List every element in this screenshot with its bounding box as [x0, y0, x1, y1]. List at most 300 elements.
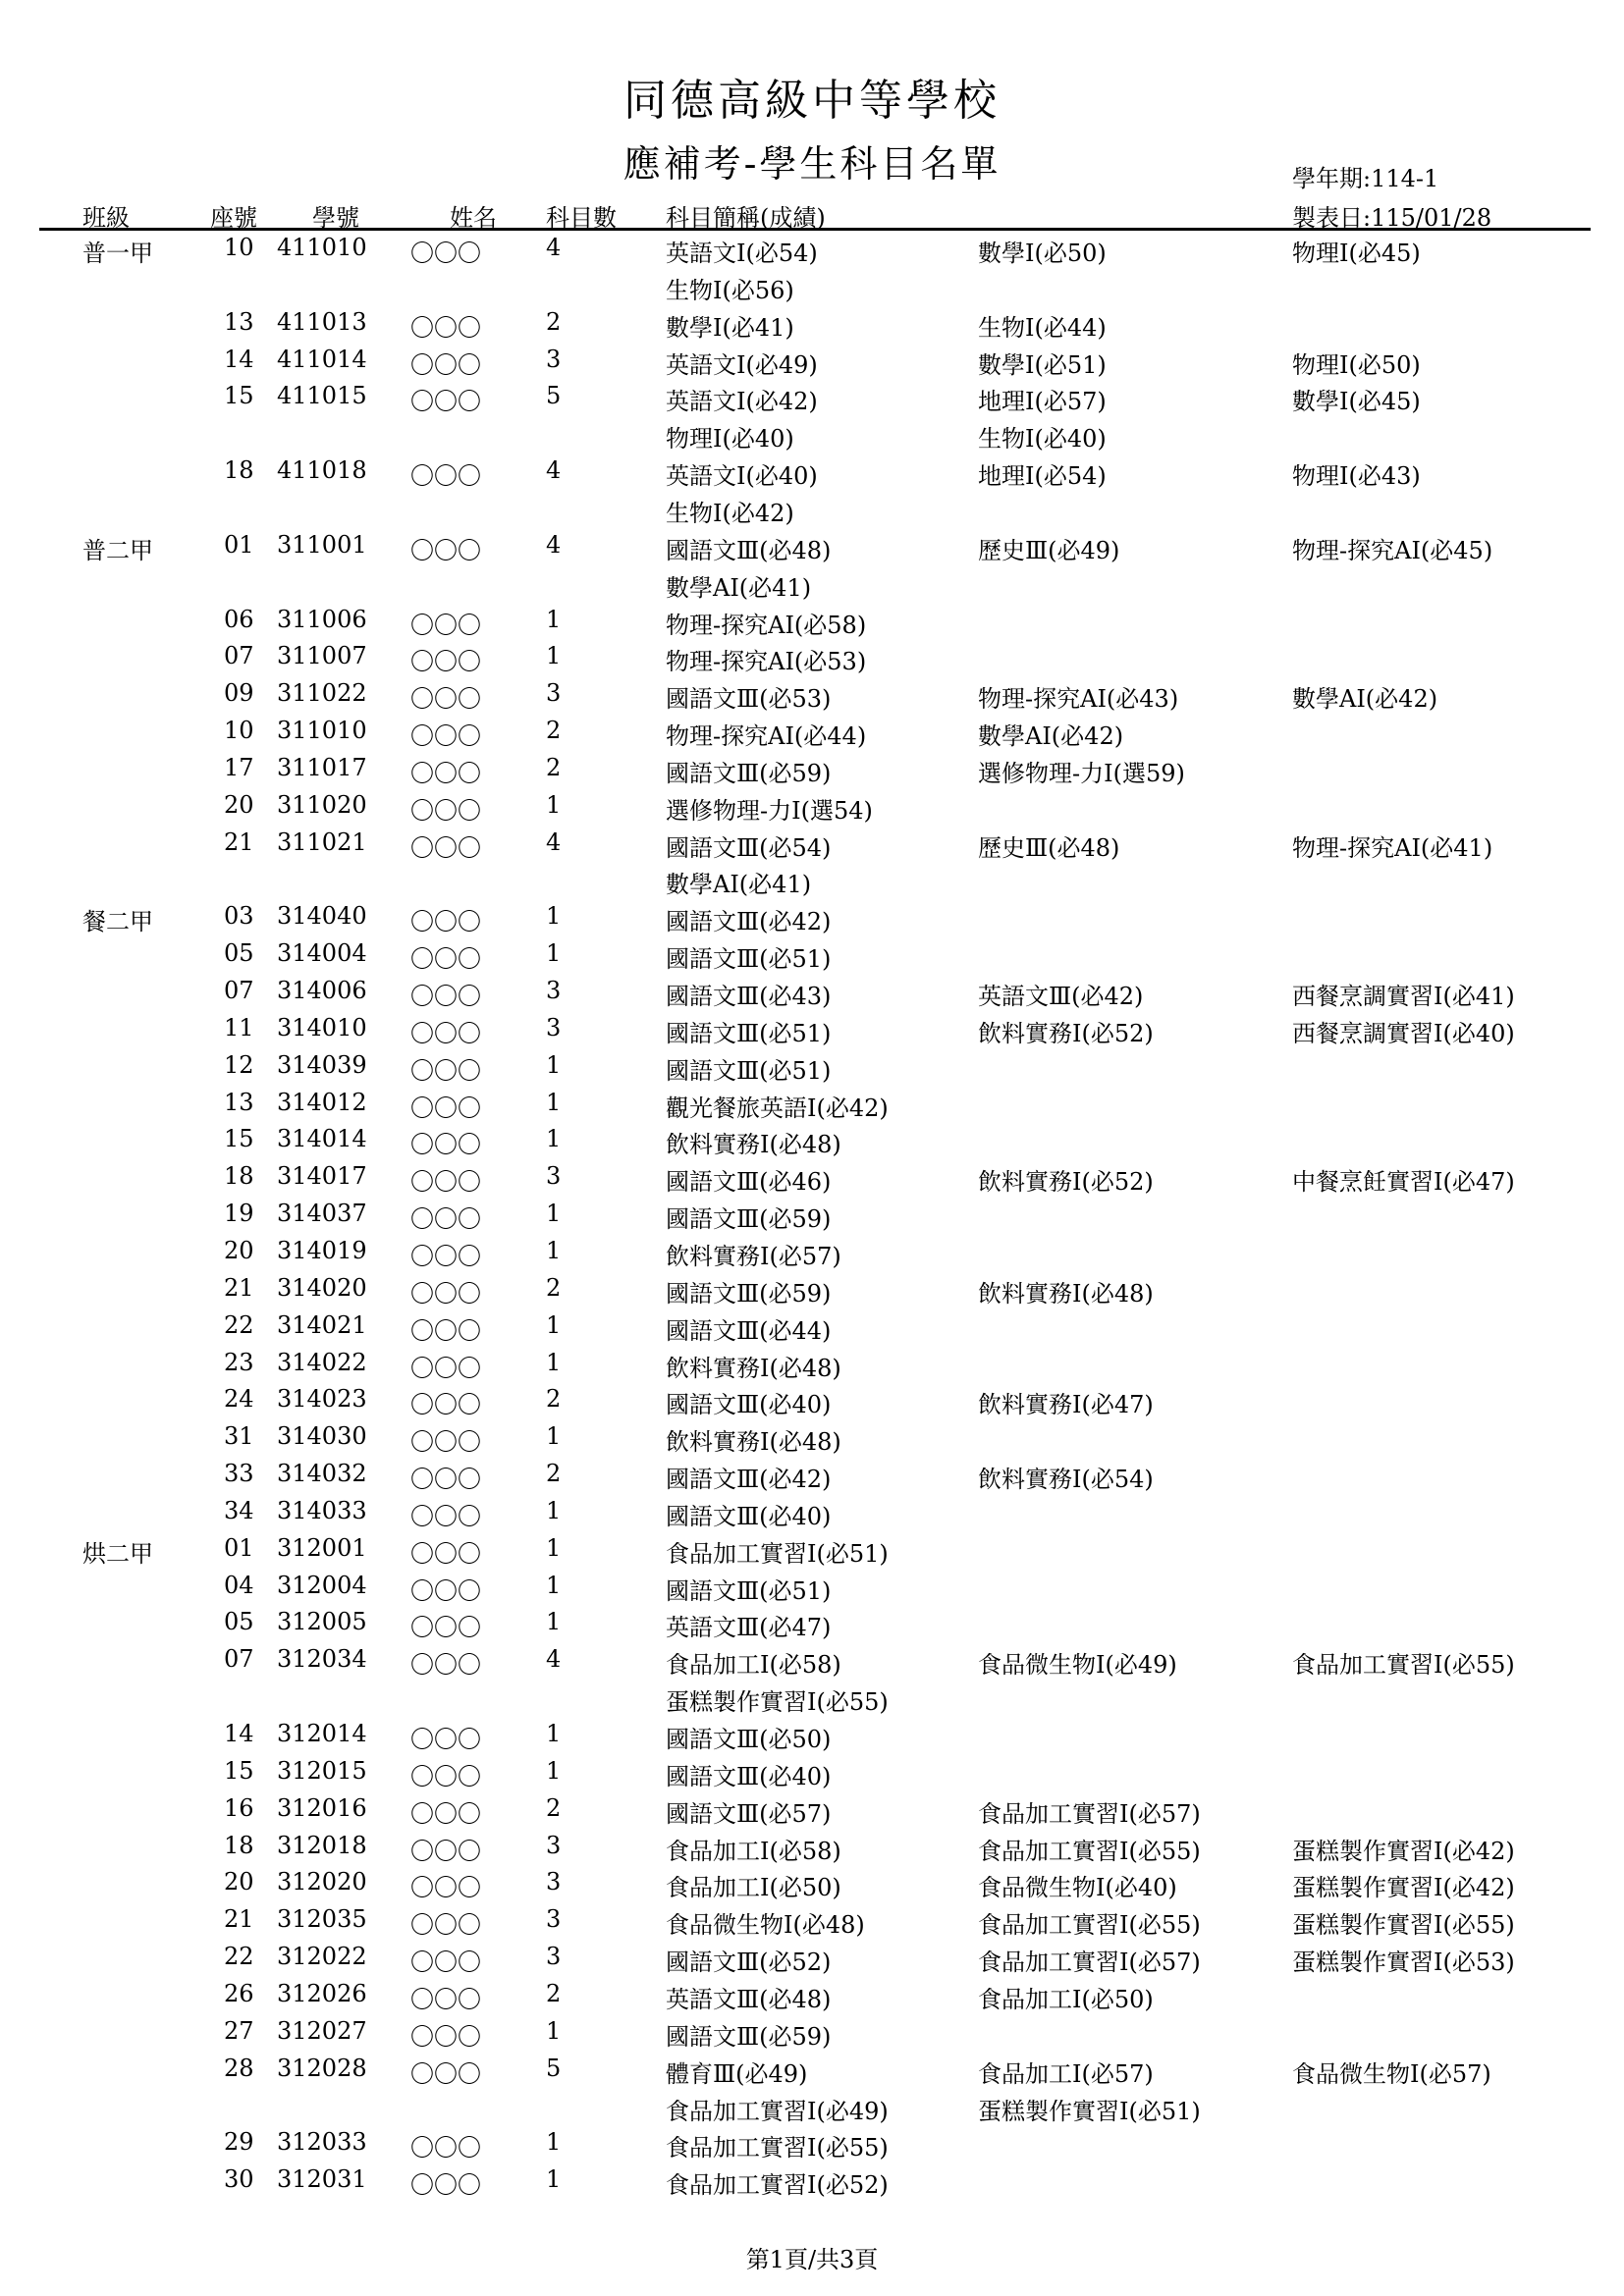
table-row [0, 527, 1624, 564]
table-row [0, 453, 1624, 490]
subject-cell-1: 飲料實務Ⅰ(必57) [666, 1242, 841, 1270]
table-row [0, 1530, 1624, 1568]
name-cell: 〇〇〇 [410, 1019, 481, 1047]
subject-cell-2: 物理-探究AⅠ(必43) [978, 685, 1179, 714]
class-cell: 普二甲 [82, 536, 153, 564]
name-cell: 〇〇〇 [410, 722, 481, 751]
table-row [0, 1010, 1624, 1047]
seat-cell: 04 [224, 1571, 254, 1599]
name-cell: 〇〇〇 [410, 536, 481, 564]
subject-cell-2: 飲料實務Ⅰ(必47) [978, 1391, 1154, 1419]
student-id-cell: 311017 [277, 753, 367, 781]
subject-cell-2: 選修物理-力Ⅰ(選59) [978, 759, 1185, 787]
seat-cell: 20 [224, 1236, 254, 1264]
subject-count-cell: 1 [546, 605, 562, 633]
name-cell: 〇〇〇 [410, 685, 481, 714]
subject-cell-1: 食品加工Ⅰ(必50) [666, 1874, 841, 1902]
student-id-cell: 411013 [277, 307, 367, 336]
subject-count-cell: 1 [546, 1756, 562, 1785]
subject-cell-1: 英語文Ⅰ(必54) [666, 240, 818, 267]
subject-cell-1: 國語文Ⅲ(必51) [666, 1576, 832, 1605]
table-row [0, 861, 1624, 898]
table-row [0, 1641, 1624, 1679]
col-header-name: 姓名 [450, 204, 497, 232]
subject-cell-3: 物理Ⅰ(必43) [1292, 462, 1421, 491]
name-cell: 〇〇〇 [410, 1911, 481, 1940]
subject-count-cell: 1 [546, 939, 562, 968]
name-cell: 〇〇〇 [410, 1094, 481, 1122]
subject-count-cell: 2 [546, 307, 562, 336]
table-row [0, 564, 1624, 602]
student-id-cell: 311006 [277, 605, 367, 633]
name-cell: 〇〇〇 [410, 1502, 481, 1530]
seat-cell: 19 [224, 1200, 254, 1228]
subject-count-cell: 1 [546, 2016, 562, 2045]
table-row [0, 415, 1624, 453]
subject-count-cell: 4 [546, 530, 562, 559]
seat-cell: 15 [224, 1756, 254, 1785]
subject-cell-2: 食品加工Ⅰ(必50) [978, 1985, 1154, 2013]
subject-count-cell: 5 [546, 2054, 562, 2082]
name-cell: 〇〇〇 [410, 462, 481, 491]
seat-cell: 20 [224, 1868, 254, 1896]
report-title: 應補考-學生科目名單 [623, 142, 1001, 186]
table-row [0, 1939, 1624, 1976]
name-cell: 〇〇〇 [410, 1949, 481, 1977]
student-id-cell: 312015 [277, 1756, 367, 1785]
seat-cell: 21 [224, 1273, 254, 1302]
table-row [0, 675, 1624, 713]
subject-cell-2: 食品微生物Ⅰ(必40) [978, 1874, 1177, 1902]
student-id-cell: 314022 [277, 1348, 367, 1376]
student-id-cell: 311021 [277, 828, 367, 856]
student-id-cell: 311022 [277, 679, 367, 708]
seat-cell: 13 [224, 1088, 254, 1116]
name-cell: 〇〇〇 [410, 648, 481, 676]
table-row [0, 1270, 1624, 1308]
subject-count-cell: 2 [546, 717, 562, 745]
subject-count-cell: 3 [546, 1831, 562, 1859]
subject-cell-1: 國語文Ⅲ(必51) [666, 1056, 832, 1085]
student-id-cell: 312001 [277, 1533, 367, 1562]
seat-cell: 15 [224, 382, 254, 410]
subject-cell-1: 英語文Ⅰ(必42) [666, 388, 818, 416]
subject-cell-2: 數學Ⅰ(必50) [978, 240, 1107, 267]
subject-cell-3: 蛋糕製作實習Ⅰ(必53) [1292, 1949, 1515, 1977]
subject-count-cell: 3 [546, 1162, 562, 1191]
name-cell: 〇〇〇 [410, 1428, 481, 1457]
subject-count-cell: 1 [546, 1236, 562, 1264]
student-id-cell: 312020 [277, 1868, 367, 1896]
subject-cell-2: 生物Ⅰ(必40) [978, 425, 1107, 454]
subject-cell-1: 食品加工實習Ⅰ(必55) [666, 2134, 889, 2163]
name-cell: 〇〇〇 [410, 2059, 481, 2088]
subject-count-cell: 4 [546, 234, 562, 261]
class-cell: 餐二甲 [82, 908, 153, 936]
subject-count-cell: 1 [546, 1496, 562, 1524]
seat-cell: 18 [224, 1162, 254, 1191]
name-cell: 〇〇〇 [410, 796, 481, 825]
col-header-subjects: 科目簡稱(成績) [666, 204, 826, 232]
name-cell: 〇〇〇 [410, 1614, 481, 1642]
name-cell: 〇〇〇 [410, 945, 481, 974]
subject-cell-1: 選修物理-力Ⅰ(選54) [666, 796, 873, 825]
seat-cell: 10 [224, 717, 254, 745]
seat-cell: 03 [224, 902, 254, 931]
subject-cell-1: 數學Ⅰ(必41) [666, 313, 794, 342]
student-id-cell: 312031 [277, 2165, 367, 2194]
table-row [0, 602, 1624, 639]
seat-cell: 07 [224, 642, 254, 670]
subject-cell-1: 國語文Ⅲ(必59) [666, 1279, 832, 1308]
subject-cell-2: 食品加工Ⅰ(必57) [978, 2059, 1154, 2088]
student-id-cell: 312027 [277, 2016, 367, 2045]
subject-cell-2: 歷史Ⅲ(必49) [978, 536, 1120, 564]
seat-cell: 09 [224, 679, 254, 708]
subject-count-cell: 1 [546, 1088, 562, 1116]
name-cell: 〇〇〇 [410, 2171, 481, 2200]
subject-cell-1: 國語文Ⅲ(必54) [666, 833, 832, 862]
name-cell: 〇〇〇 [410, 1205, 481, 1234]
subject-cell-1: 國語文Ⅲ(必44) [666, 1316, 832, 1345]
subject-cell-1: 飲料實務Ⅰ(必48) [666, 1354, 841, 1382]
table-row [0, 1901, 1624, 1939]
seat-cell: 33 [224, 1460, 254, 1488]
seat-cell: 22 [224, 1310, 254, 1339]
subject-cell-2: 食品加工實習Ⅰ(必57) [978, 1799, 1201, 1828]
table-row [0, 378, 1624, 415]
subject-cell-3: 蛋糕製作實習Ⅰ(必42) [1292, 1837, 1515, 1865]
subject-cell-2: 歷史Ⅲ(必48) [978, 833, 1120, 862]
table-row [0, 1381, 1624, 1418]
name-cell: 〇〇〇 [410, 1354, 481, 1382]
student-id-cell: 314019 [277, 1236, 367, 1264]
school-name: 同德高級中等學校 [623, 76, 1001, 126]
seat-cell: 30 [224, 2165, 254, 2194]
subject-cell-1: 國語文Ⅲ(必50) [666, 1726, 832, 1753]
seat-cell: 16 [224, 1793, 254, 1822]
name-cell: 〇〇〇 [410, 1056, 481, 1085]
table-row [0, 935, 1624, 973]
student-id-cell: 311020 [277, 790, 367, 819]
student-id-cell: 411014 [277, 345, 367, 373]
seat-cell: 10 [224, 234, 254, 261]
student-id-cell: 312035 [277, 1905, 367, 1934]
seat-cell: 21 [224, 1905, 254, 1934]
seat-cell: 18 [224, 1831, 254, 1859]
seat-cell: 14 [224, 1720, 254, 1747]
subject-count-cell: 1 [546, 642, 562, 670]
subject-count-cell: 3 [546, 977, 562, 1004]
name-cell: 〇〇〇 [410, 1651, 481, 1680]
name-cell: 〇〇〇 [410, 2022, 481, 2051]
seat-cell: 14 [224, 345, 254, 373]
table-row [0, 1121, 1624, 1158]
subject-cell-3: 物理-探究AⅠ(必41) [1292, 833, 1493, 862]
subject-cell-1: 物理-探究AⅠ(必44) [666, 722, 867, 751]
subject-cell-1: 食品加工實習Ⅰ(必51) [666, 1539, 889, 1568]
subject-cell-2: 飲料實務Ⅰ(必52) [978, 1019, 1154, 1047]
subject-cell-2: 食品加工實習Ⅰ(必55) [978, 1837, 1201, 1865]
subject-count-cell: 1 [546, 790, 562, 819]
subject-cell-1: 食品加工實習Ⅰ(必52) [666, 2171, 889, 2200]
subject-cell-2: 飲料實務Ⅰ(必54) [978, 1466, 1154, 1494]
student-id-cell: 314021 [277, 1310, 367, 1339]
subject-cell-1: 國語文Ⅲ(必42) [666, 1466, 832, 1494]
subject-cell-2: 食品加工實習Ⅰ(必57) [978, 1949, 1201, 1977]
subject-cell-3: 蛋糕製作實習Ⅰ(必42) [1292, 1874, 1515, 1902]
subject-count-cell: 4 [546, 828, 562, 856]
subject-count-cell: 4 [546, 1645, 562, 1674]
seat-cell: 20 [224, 790, 254, 819]
student-id-cell: 411018 [277, 456, 367, 485]
table-row [0, 1085, 1624, 1122]
subject-cell-1: 數學AⅠ(必41) [666, 871, 812, 899]
subject-count-cell: 3 [546, 1013, 562, 1041]
subject-cell-1: 國語文Ⅲ(必59) [666, 2022, 832, 2051]
seat-cell: 01 [224, 530, 254, 559]
seat-cell: 12 [224, 1050, 254, 1079]
subject-cell-1: 國語文Ⅲ(必42) [666, 908, 832, 936]
name-cell: 〇〇〇 [410, 1391, 481, 1419]
col-header-class: 班級 [82, 204, 130, 232]
subject-count-cell: 1 [546, 2165, 562, 2194]
name-cell: 〇〇〇 [410, 833, 481, 862]
seat-cell: 24 [224, 1385, 254, 1414]
subject-cell-1: 飲料實務Ⅰ(必48) [666, 1131, 841, 1159]
table-row [0, 1679, 1624, 1716]
subject-cell-1: 體育Ⅲ(必49) [666, 2059, 808, 2088]
subject-cell-1: 食品加工Ⅰ(必58) [666, 1837, 841, 1865]
table-row [0, 1493, 1624, 1530]
subject-count-cell: 1 [546, 1608, 562, 1636]
subject-cell-2: 生物Ⅰ(必44) [978, 313, 1107, 342]
table-row [0, 1864, 1624, 1901]
subject-cell-1: 國語文Ⅲ(必40) [666, 1762, 832, 1790]
name-cell: 〇〇〇 [410, 759, 481, 787]
subject-cell-2: 蛋糕製作實習Ⅰ(必51) [978, 2097, 1201, 2125]
subject-cell-2: 食品微生物Ⅰ(必49) [978, 1651, 1177, 1680]
student-id-cell: 312005 [277, 1608, 367, 1636]
student-id-cell: 314012 [277, 1088, 367, 1116]
table-row [0, 1753, 1624, 1790]
student-id-cell: 314004 [277, 939, 367, 968]
table-row [0, 2124, 1624, 2162]
subject-count-cell: 1 [546, 1050, 562, 1079]
subject-count-cell: 2 [546, 1460, 562, 1488]
table-row [0, 825, 1624, 862]
name-cell: 〇〇〇 [410, 1837, 481, 1865]
subject-cell-3: 食品微生物Ⅰ(必57) [1292, 2059, 1491, 2088]
subject-count-cell: 2 [546, 1979, 562, 2007]
student-id-cell: 312004 [277, 1571, 367, 1599]
seat-cell: 31 [224, 1422, 254, 1451]
name-cell: 〇〇〇 [410, 1762, 481, 1790]
subject-count-cell: 2 [546, 753, 562, 781]
subject-cell-3: 物理Ⅰ(必45) [1292, 240, 1421, 267]
student-id-cell: 314039 [277, 1050, 367, 1079]
subject-cell-2: 英語文Ⅲ(必42) [978, 983, 1144, 1010]
seat-cell: 05 [224, 939, 254, 968]
subject-cell-2: 飲料實務Ⅰ(必52) [978, 1168, 1154, 1197]
student-id-cell: 314020 [277, 1273, 367, 1302]
subject-cell-1: 國語文Ⅲ(必48) [666, 536, 832, 564]
subject-count-cell: 2 [546, 1793, 562, 1822]
student-id-cell: 314006 [277, 977, 367, 1004]
table-row [0, 490, 1624, 527]
subject-cell-1: 國語文Ⅲ(必46) [666, 1168, 832, 1197]
seat-cell: 26 [224, 1979, 254, 2007]
student-id-cell: 312022 [277, 1943, 367, 1971]
table-row [0, 1345, 1624, 1382]
table-row [0, 1976, 1624, 2013]
table-row [0, 1158, 1624, 1196]
seat-cell: 18 [224, 456, 254, 485]
subject-cell-2: 地理Ⅰ(必54) [978, 462, 1107, 491]
student-id-cell: 312026 [277, 1979, 367, 2007]
table-row [0, 1568, 1624, 1605]
print-date: 製表日:115/01/28 [1292, 204, 1492, 232]
subject-cell-1: 食品加工實習Ⅰ(必49) [666, 2097, 889, 2125]
seat-cell: 23 [224, 1348, 254, 1376]
table-row [0, 1233, 1624, 1270]
subject-count-cell: 1 [546, 1348, 562, 1376]
student-id-cell: 314040 [277, 902, 367, 931]
seat-cell: 29 [224, 2128, 254, 2157]
subject-cell-1: 國語文Ⅲ(必51) [666, 1019, 832, 1047]
name-cell: 〇〇〇 [410, 1131, 481, 1159]
table-row [0, 2162, 1624, 2199]
table-row [0, 898, 1624, 935]
subject-cell-3: 物理-探究AⅠ(必45) [1292, 536, 1493, 564]
name-cell: 〇〇〇 [410, 1466, 481, 1494]
student-id-cell: 312014 [277, 1720, 367, 1747]
name-cell: 〇〇〇 [410, 1985, 481, 2013]
name-cell: 〇〇〇 [410, 983, 481, 1010]
subject-cell-3: 物理Ⅰ(必50) [1292, 350, 1421, 379]
subject-count-cell: 3 [546, 345, 562, 373]
table-row [0, 1047, 1624, 1085]
subject-cell-1: 國語文Ⅲ(必53) [666, 685, 832, 714]
name-cell: 〇〇〇 [410, 1539, 481, 1568]
student-id-cell: 411015 [277, 382, 367, 410]
subject-count-cell: 3 [546, 679, 562, 708]
table-row [0, 1716, 1624, 1753]
subject-count-cell: 4 [546, 456, 562, 485]
subject-cell-1: 英語文Ⅲ(必48) [666, 1985, 832, 2013]
seat-cell: 11 [224, 1013, 254, 1041]
student-id-cell: 312034 [277, 1645, 367, 1674]
subject-cell-1: 國語文Ⅲ(必43) [666, 983, 832, 1010]
subject-cell-1: 飲料實務Ⅰ(必48) [666, 1428, 841, 1457]
subject-cell-1: 國語文Ⅲ(必57) [666, 1799, 832, 1828]
subject-count-cell: 1 [546, 1125, 562, 1153]
subject-count-cell: 3 [546, 1868, 562, 1896]
table-row [0, 230, 1624, 267]
subject-count-cell: 1 [546, 2128, 562, 2157]
student-id-cell: 314010 [277, 1013, 367, 1041]
subject-count-cell: 1 [546, 1571, 562, 1599]
table-row [0, 267, 1624, 304]
student-id-cell: 314037 [277, 1200, 367, 1228]
name-cell: 〇〇〇 [410, 1799, 481, 1828]
subject-cell-1: 英語文Ⅰ(必49) [666, 350, 818, 379]
name-cell: 〇〇〇 [410, 611, 481, 639]
subject-count-cell: 1 [546, 1533, 562, 1562]
subject-cell-3: 西餐烹調實習Ⅰ(必41) [1292, 983, 1515, 1010]
name-cell: 〇〇〇 [410, 2134, 481, 2163]
name-cell: 〇〇〇 [410, 1168, 481, 1197]
subject-cell-1: 生物Ⅰ(必56) [666, 276, 794, 304]
subject-cell-1: 物理-探究AⅠ(必53) [666, 648, 867, 676]
subject-cell-3: 食品加工實習Ⅰ(必55) [1292, 1651, 1515, 1680]
seat-cell: 34 [224, 1496, 254, 1524]
subject-cell-1: 國語文Ⅲ(必40) [666, 1502, 832, 1530]
table-row [0, 1828, 1624, 1865]
name-cell: 〇〇〇 [410, 1726, 481, 1753]
seat-cell: 21 [224, 828, 254, 856]
subject-cell-1: 生物Ⅰ(必42) [666, 499, 794, 527]
subject-cell-1: 食品加工Ⅰ(必58) [666, 1651, 841, 1680]
name-cell: 〇〇〇 [410, 1576, 481, 1605]
subject-cell-1: 蛋糕製作實習Ⅰ(必55) [666, 1688, 889, 1717]
term-label: 學年期:114-1 [1292, 165, 1439, 192]
table-row [0, 342, 1624, 379]
table-row [0, 787, 1624, 825]
subject-cell-2: 數學Ⅰ(必51) [978, 350, 1107, 379]
student-id-cell: 411010 [277, 234, 367, 261]
table-row [0, 1196, 1624, 1233]
name-cell: 〇〇〇 [410, 1279, 481, 1308]
subject-cell-1: 物理-探究AⅠ(必58) [666, 611, 867, 639]
seat-cell: 17 [224, 753, 254, 781]
subject-count-cell: 3 [546, 1905, 562, 1934]
class-cell: 烘二甲 [82, 1539, 153, 1568]
subject-cell-3: 西餐烹調實習Ⅰ(必40) [1292, 1019, 1515, 1047]
student-id-cell: 314030 [277, 1422, 367, 1451]
student-id-cell: 311010 [277, 717, 367, 745]
table-row [0, 1790, 1624, 1828]
student-id-cell: 314017 [277, 1162, 367, 1191]
table-row [0, 2051, 1624, 2088]
student-id-cell: 311001 [277, 530, 367, 559]
table-row [0, 750, 1624, 787]
table-row [0, 2088, 1624, 2125]
subject-count-cell: 5 [546, 382, 562, 410]
student-id-cell: 311007 [277, 642, 367, 670]
subject-cell-3: 數學Ⅰ(必45) [1292, 388, 1421, 416]
table-row [0, 2013, 1624, 2051]
student-id-cell: 314032 [277, 1460, 367, 1488]
student-id-cell: 312028 [277, 2054, 367, 2082]
subject-cell-1: 數學AⅠ(必41) [666, 573, 812, 602]
name-cell: 〇〇〇 [410, 388, 481, 416]
col-header-seat: 座號 [210, 204, 257, 232]
table-row [0, 1418, 1624, 1456]
seat-cell: 15 [224, 1125, 254, 1153]
subject-cell-1: 觀光餐旅英語Ⅰ(必42) [666, 1094, 889, 1122]
subject-cell-1: 物理Ⅰ(必40) [666, 425, 794, 454]
subject-cell-3: 蛋糕製作實習Ⅰ(必55) [1292, 1911, 1515, 1940]
col-header-id: 學號 [312, 204, 359, 232]
class-cell: 普一甲 [82, 240, 153, 267]
name-cell: 〇〇〇 [410, 240, 481, 267]
table-row [0, 1604, 1624, 1641]
subject-count-cell: 1 [546, 902, 562, 931]
subject-count-cell: 2 [546, 1273, 562, 1302]
subject-cell-1: 國語文Ⅲ(必59) [666, 759, 832, 787]
subject-cell-1: 國語文Ⅲ(必52) [666, 1949, 832, 1977]
